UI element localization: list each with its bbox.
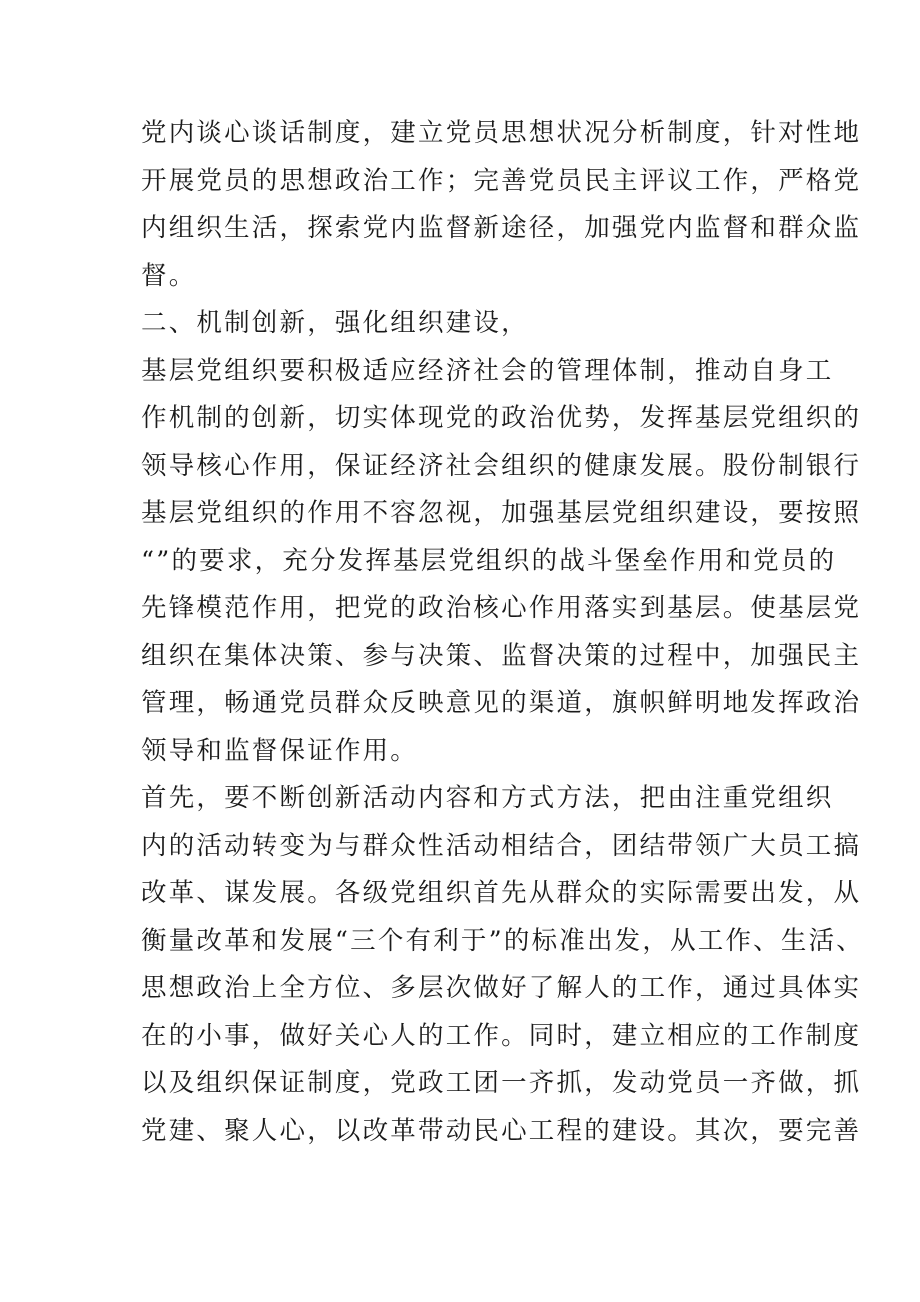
text-line: 改革、谋发展。各级党组织首先从群众的实际需要出发，从 <box>141 878 862 908</box>
text-line: 在的小事，做好关心人的工作。同时，建立相应的工作制度 <box>141 1020 862 1051</box>
text-line: 领导核心作用，保证经济社会组织的健康发展。股份制银行 <box>141 450 862 481</box>
text-line: 首先，要不断创新活动内容和方式方法，把由注重党组织 <box>141 783 834 813</box>
text-line: 思想政治上全方位、多层次做好了解人的工作，通过具体实 <box>141 973 862 1003</box>
text-line: 内组织生活，探索党内监督新途径，加强党内监督和群众监 <box>141 213 862 243</box>
text-line: 督。 <box>141 260 197 291</box>
text-line: 组织在集体决策、参与决策、监督决策的过程中，加强民主 <box>141 640 862 671</box>
text-line: 党建、聚人心，以改革带动民心工程的建设。其次，要完善 <box>141 1115 862 1146</box>
body-text <box>141 110 864 1155</box>
section-heading: 二、机制创新，强化组织建设， <box>141 308 529 338</box>
text-line: 衡量改革和发展“三个有利于”的标准出发，从工作、生活、 <box>141 925 864 956</box>
text-line: 党内谈心谈话制度，建立党员思想状况分析制度，针对性地 <box>141 118 862 148</box>
text-line: 领导和监督保证作用。 <box>141 735 419 766</box>
text-line: 基层党组织的作用不容忽视，加强基层党组织建设，要按照 <box>141 498 862 528</box>
text-line: “”的要求，充分发挥基层党组织的战斗堡垒作用和党员的 <box>141 545 837 576</box>
text-line: 以及组织保证制度，党政工团一齐抓，发动党员一齐做，抓 <box>141 1068 862 1098</box>
text-line: 管理，畅通党员群众反映意见的渠道，旗帜鲜明地发挥政治 <box>141 688 862 718</box>
text-line: 内的活动转变为与群众性活动相结合，团结带领广大员工搞 <box>141 830 862 861</box>
text-line: 开展党员的思想政治工作；完善党员民主评议工作，严格党 <box>141 165 862 196</box>
text-line: 作机制的创新，切实体现党的政治优势，发挥基层党组织的 <box>141 403 862 433</box>
text-line: 先锋模范作用，把党的政治核心作用落实到基层。使基层党 <box>141 593 862 623</box>
text-line: 基层党组织要积极适应经济社会的管理体制，推动自身工 <box>141 355 834 386</box>
